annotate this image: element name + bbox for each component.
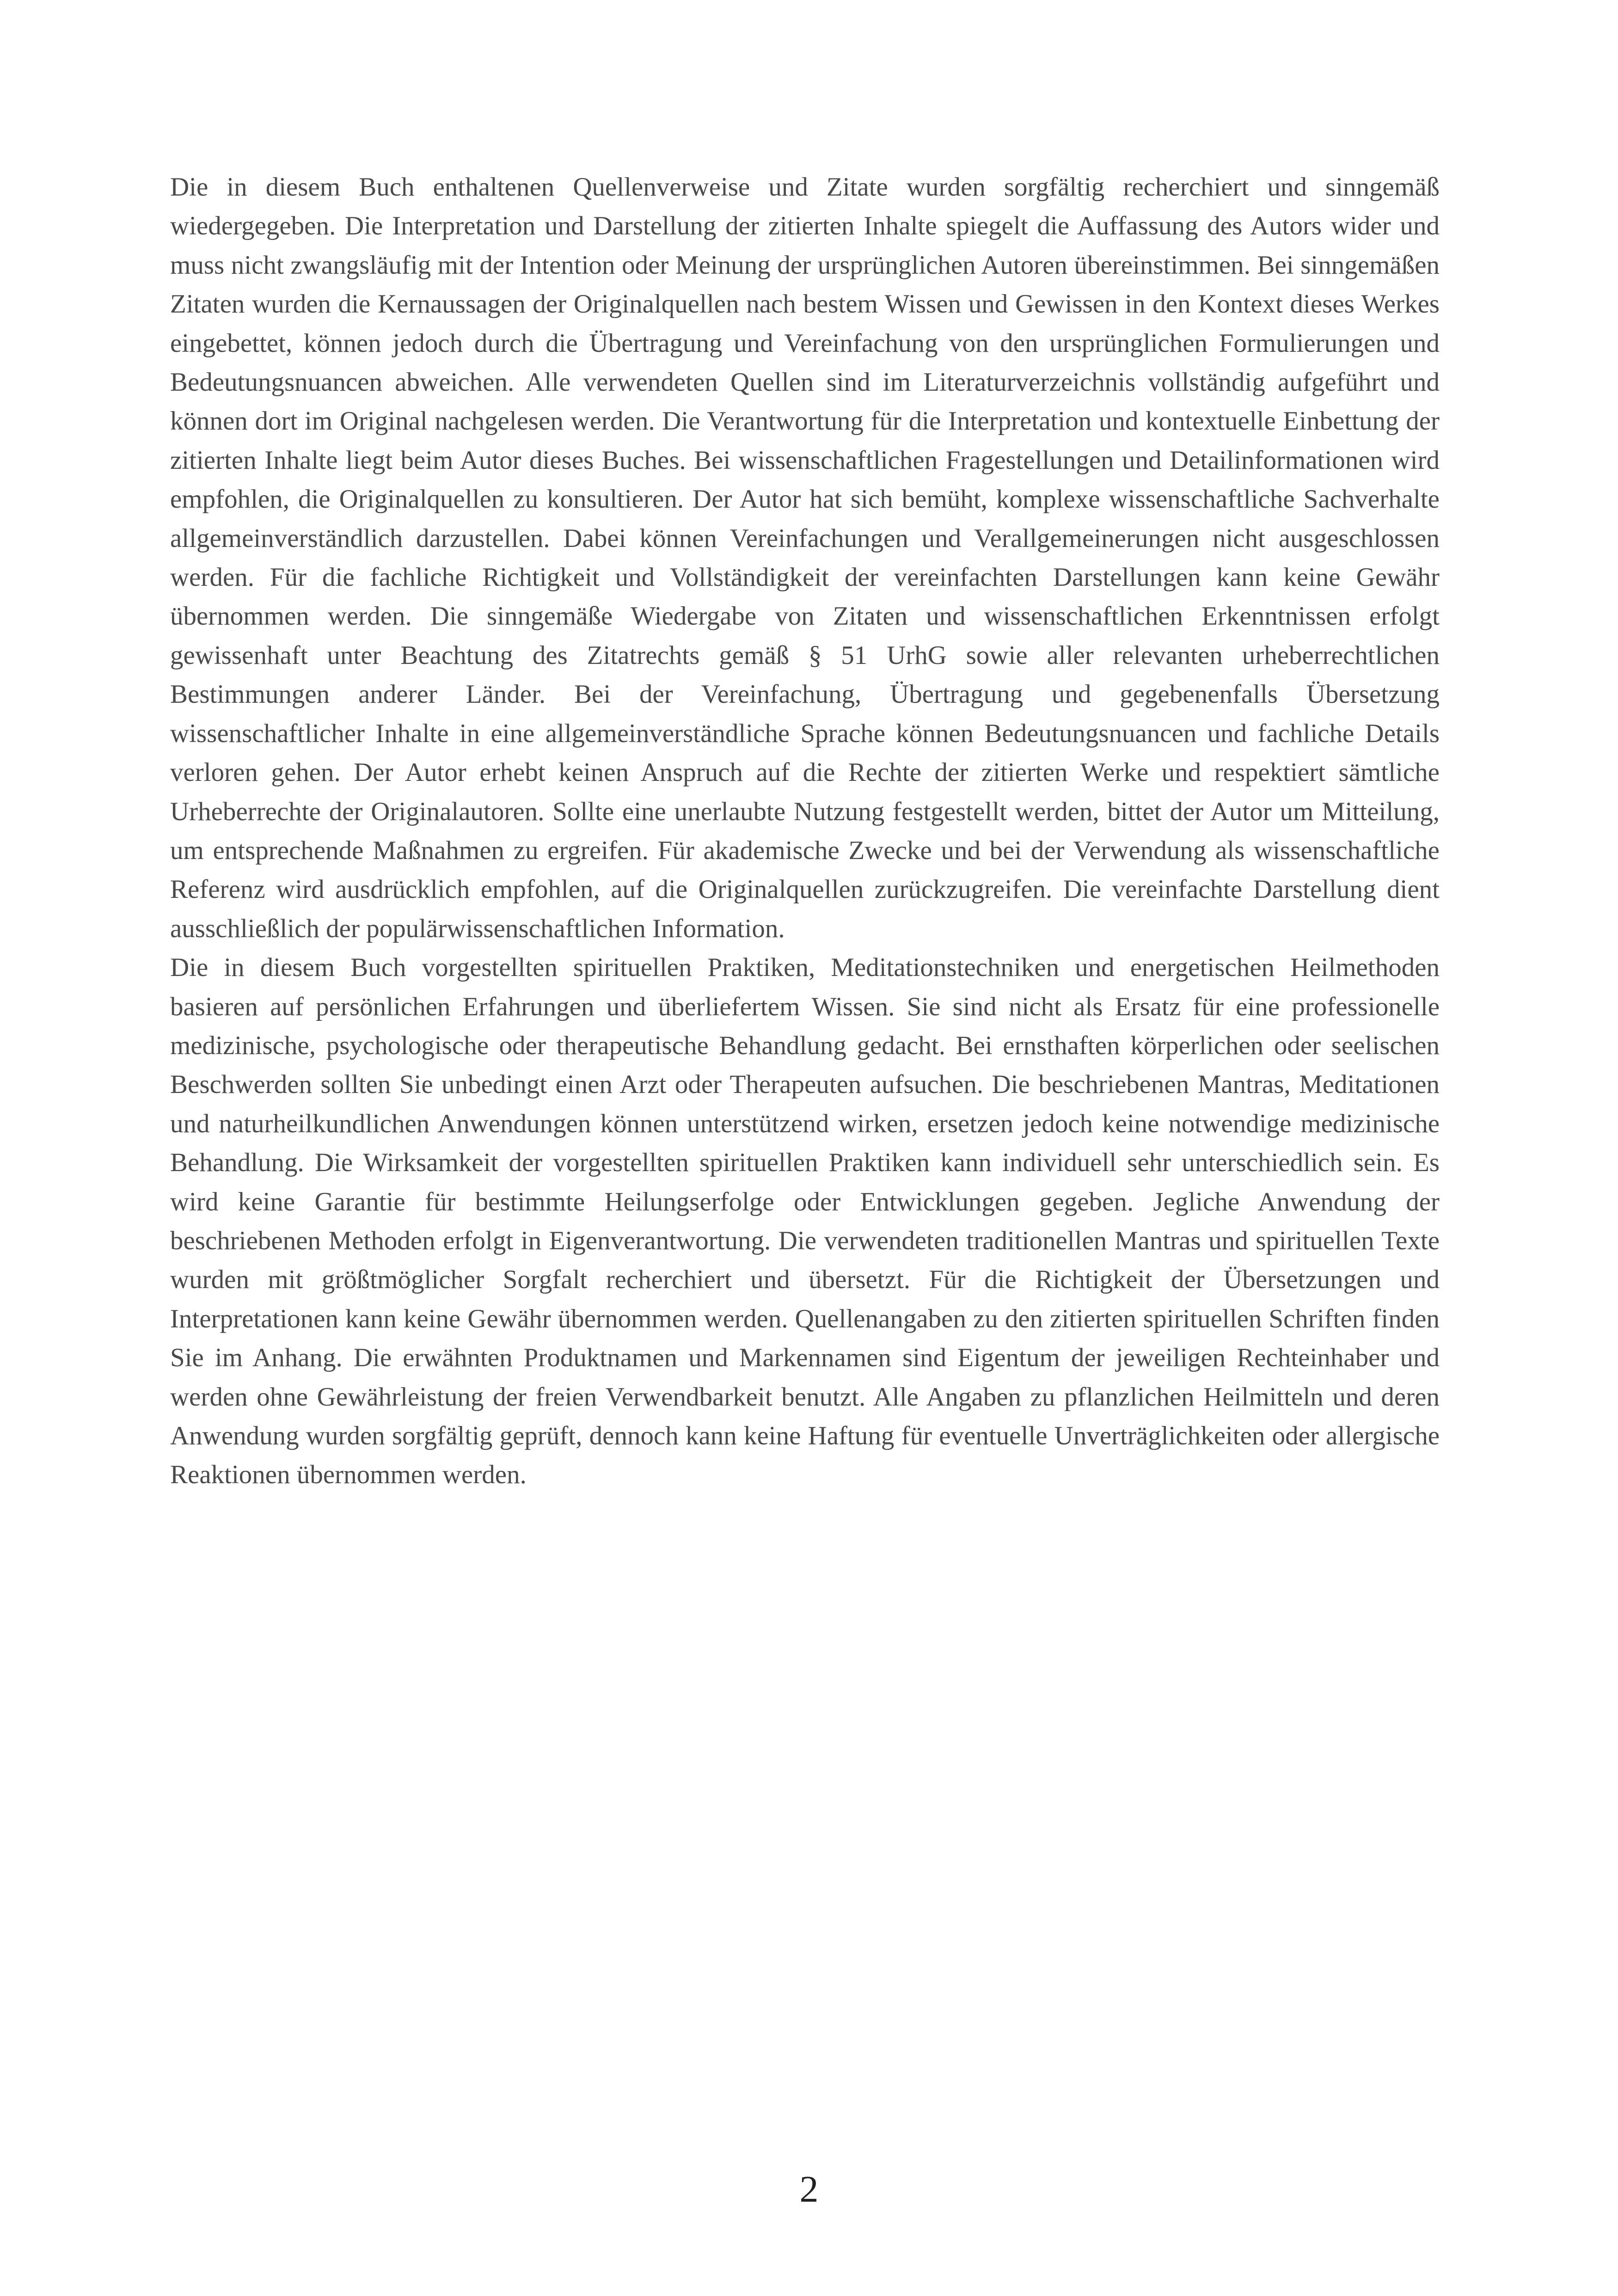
paragraph-sources-disclaimer: Die in diesem Buch enthaltenen Quellenverweise und Zitate wurden sorgfältig recherchiert und sinngemäß wiedergegeben. Die Interpretation und Darstellung der zitierten Inhalte spiegelt die Auffassung des Autors wider und muss nicht zwangsläufig mit der Intention oder Meinung der ursprünglichen Autoren übereinstimmen. Bei sinngemäßen Zitaten wurden die Kernaussagen der Originalquellen nach bestem Wissen und Gewissen in den Kontext dieses Werkes eingebettet, können jedoch durch die Übertragung und Vereinfachung von den ursprünglichen Formulierungen und Bedeutungsnuancen abweichen. Alle verwendeten Quellen sind im Literaturverzeichnis vollständig aufgeführt und können dort im Original nachgelesen werden. Die Verantwortung für die Interpretation und kontextuelle Einbettung der zitierten Inhalte liegt beim Autor dieses Buches. Bei wissenschaftlichen Fragestellungen und Detailinformationen wird empfohlen, die Originalquellen zu konsultieren. Der Autor hat sich bemüht, komplexe wissenschaftliche Sachverhalte allgemeinverständlich darzustellen. Dabei können Vereinfachungen und Verallgemeinerungen nicht ausgeschlossen werden. Für die fachliche Richtigkeit und Vollständigkeit der vereinfachten Darstellungen kann keine Gewähr übernommen werden. Die sinngemäße Wiedergabe von Zitaten und wissenschaftlichen Erkenntnissen erfolgt gewissenhaft unter Beachtung des Zitatrechts gemäß § 51 UrhG sowie aller relevanten urheberrechtlichen Bestimmungen anderer Länder. Bei der Vereinfachung, Übertragung und gegebenenfalls Übersetzung wissenschaftlicher Inhalte in eine allgemeinverständliche Sprache können Bedeutungsnuancen und fachliche Details verloren gehen. Der Autor erhebt keinen Anspruch auf die Rechte der zitierten Werke und respektiert sämtliche Urheberrechte der Originalautoren. Sollte eine unerlaubte Nutzung festgestellt werden, bittet der Autor um Mitteilung, um entsprechende Maßnahmen zu ergreifen. Für akademische Zwecke und bei der Verwendung als wissenschaftliche Referenz wird ausdrücklich empfohlen, auf die Originalquellen zurückzugreifen. Die vereinfachte Darstellung dient ausschließlich der populärwissenschaftlichen Information.: [170, 172, 1440, 943]
paragraph-spiritual-practices-disclaimer: Die in diesem Buch vorgestellten spirituellen Praktiken, Meditationstechniken und energetischen Heilmethoden basieren auf persönlichen Erfahrungen und überliefertem Wissen. Sie sind nicht als Ersatz für eine professionelle medizinische, psychologische oder therapeutische Behandlung gedacht. Bei ernsthaften körperlichen oder seelischen Beschwerden sollten Sie unbedingt einen Arzt oder Therapeuten aufsuchen. Die beschriebenen Mantras, Meditationen und naturheilkundlichen Anwendungen können unterstützend wirken, ersetzen jedoch keine notwendige medizinische Behandlung. Die Wirksamkeit der vorgestellten spirituellen Praktiken kann individuell sehr unterschiedlich sein. Es wird keine Garantie für bestimmte Heilungserfolge oder Entwicklungen gegeben. Jegliche Anwendung der beschriebenen Methoden erfolgt in Eigenverantwortung. Die verwendeten traditionellen Mantras und spirituellen Texte wurden mit größtmöglicher Sorgfalt recherchiert und übersetzt. Für die Richtigkeit der Übersetzungen und Interpretationen kann keine Gewähr übernommen werden. Quellenangaben zu den zitierten spirituellen Schriften finden Sie im Anhang. Die erwähnten Produktnamen und Markennamen sind Eigentum der jeweiligen Rechteinhaber und werden ohne Gewährleistung der freien Verwendbarkeit benutzt. Alle Angaben zu pflanzlichen Heilmitteln und deren Anwendung wurden sorgfältig geprüft, dennoch kann keine Haftung für eventuelle Unverträglichkeiten oder allergische Reaktionen übernommen werden.: [170, 953, 1440, 1490]
page-number: 2: [799, 2168, 819, 2210]
body-text: [170, 168, 1440, 1495]
